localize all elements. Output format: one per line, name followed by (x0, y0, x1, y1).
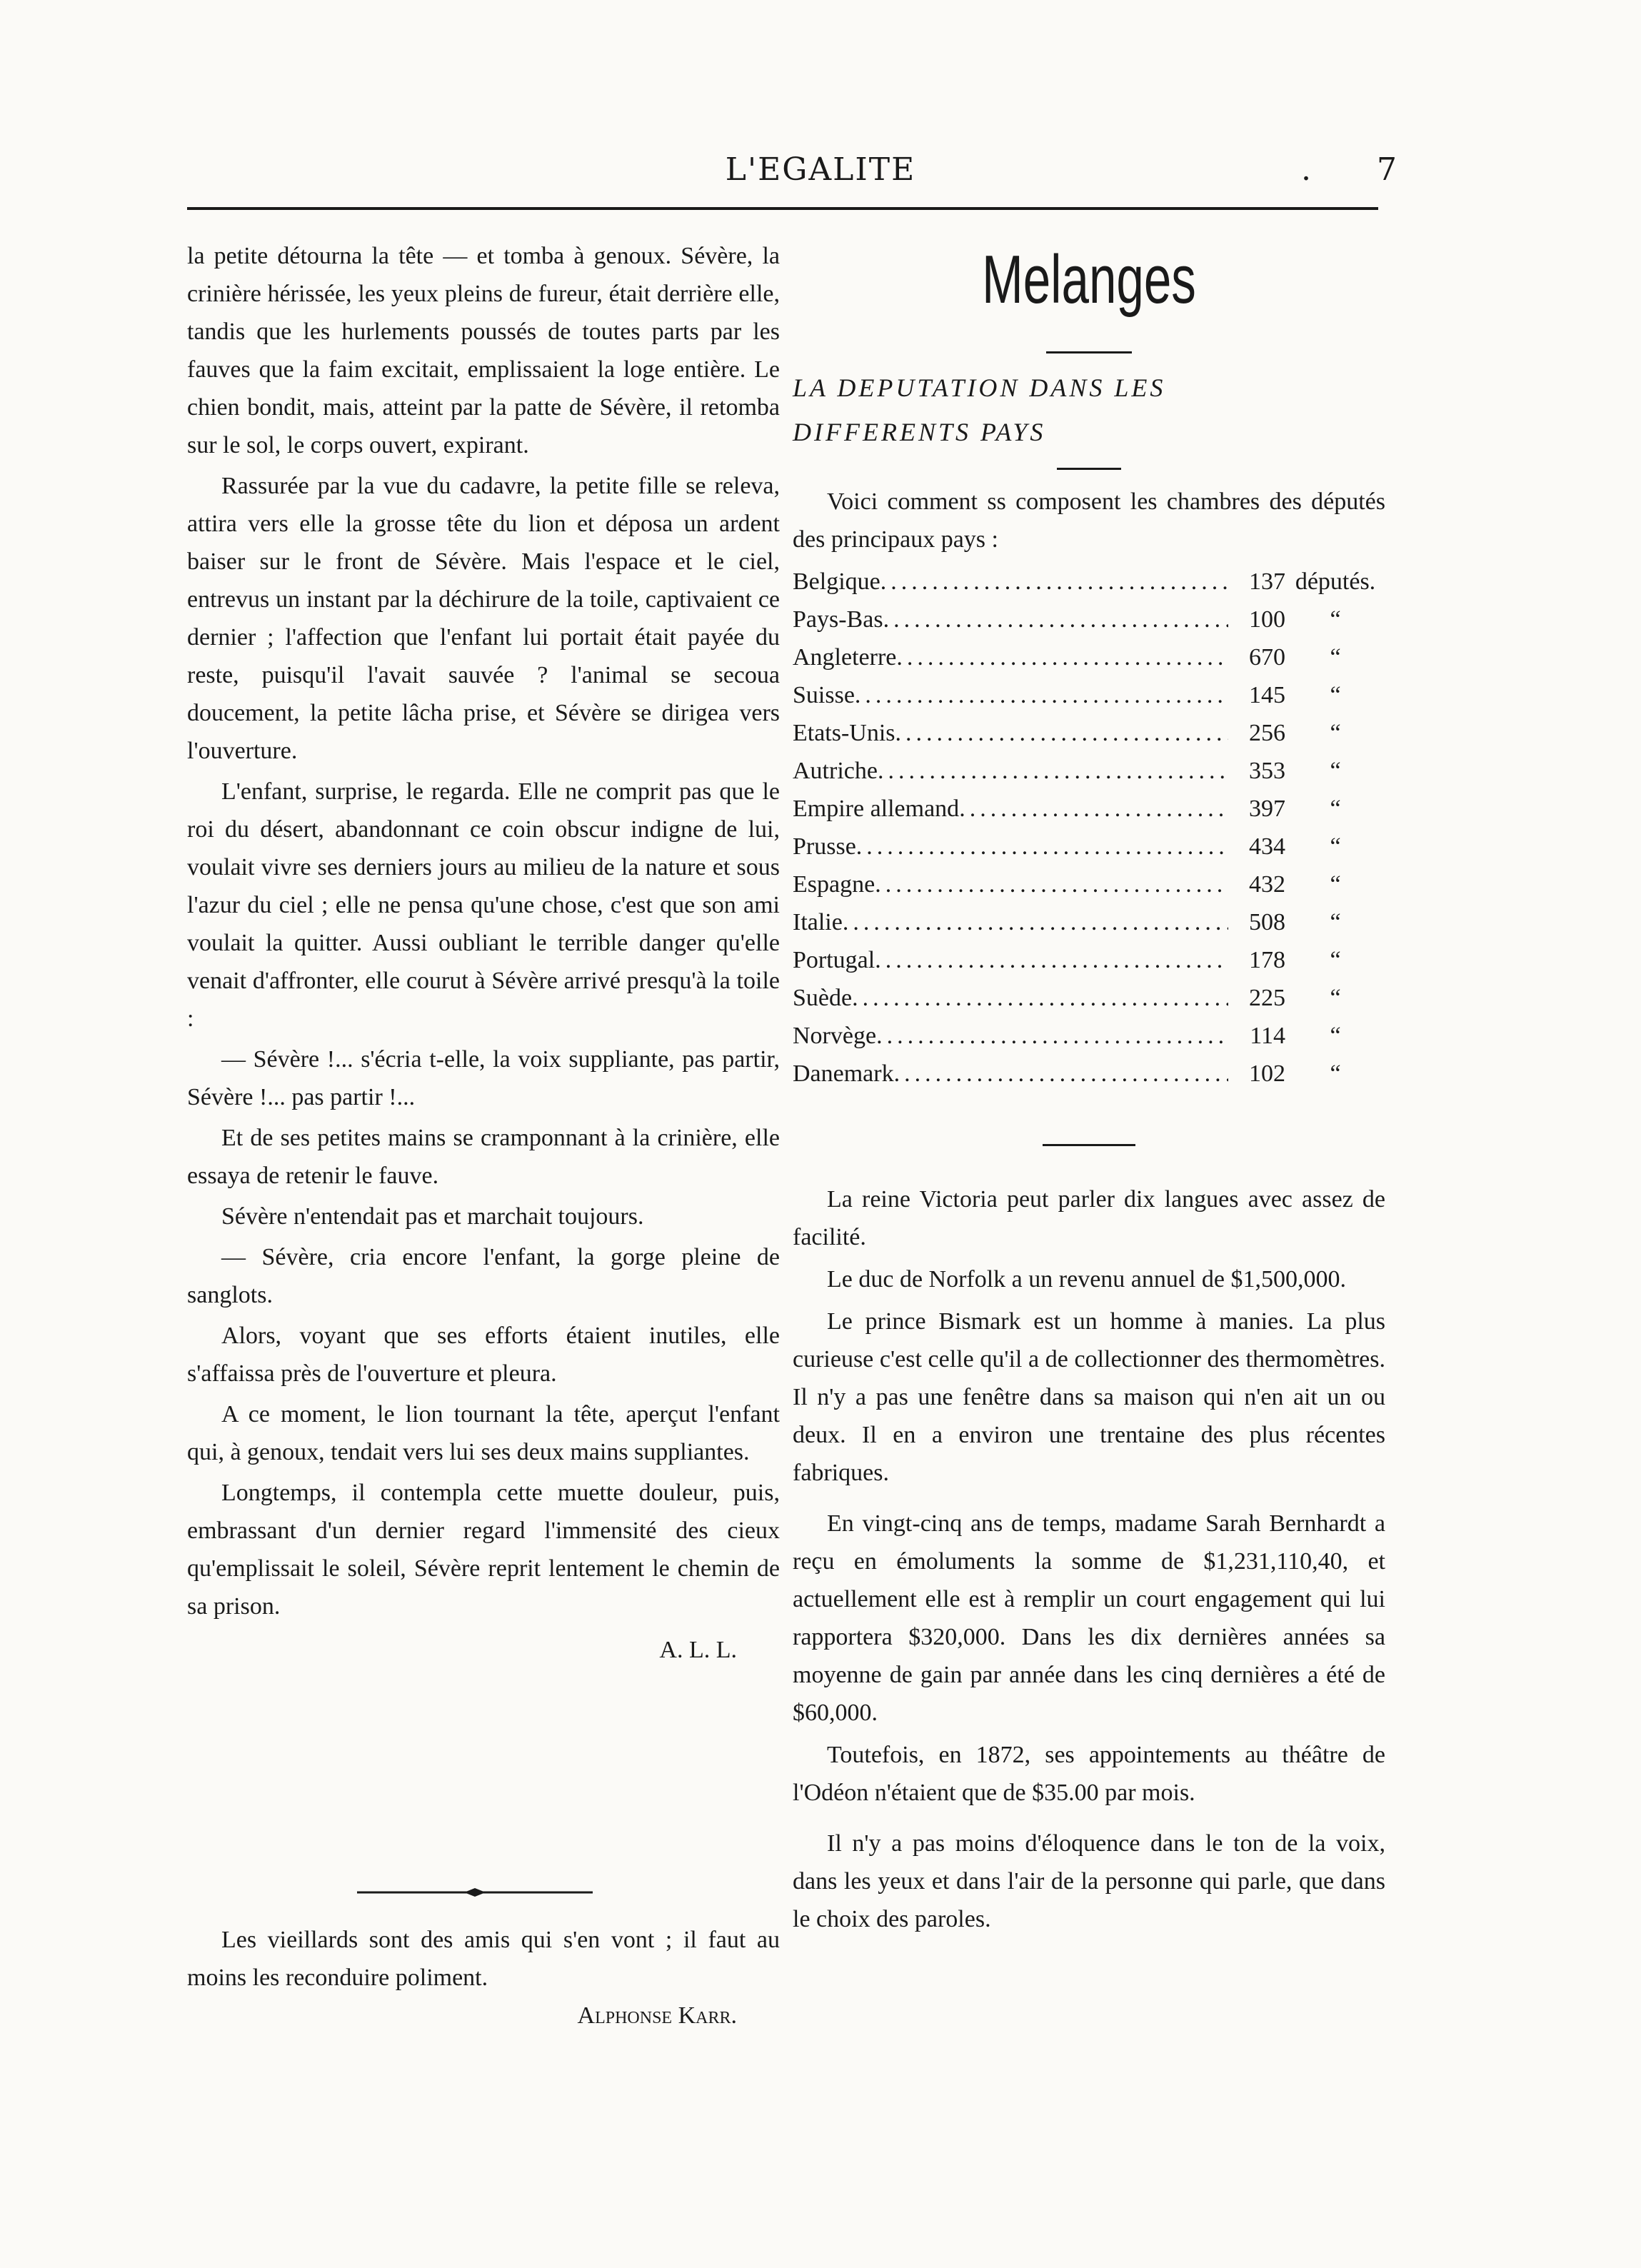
ornamental-divider (357, 1885, 593, 1900)
deputy-count: 432 (1249, 871, 1285, 898)
story-paragraph: A ce moment, le lion tournant la tête, aperçut l'enfant qui, à genoux, tendait vers lui ses deux mains suppliantes. (187, 1401, 780, 1465)
deputation-row (793, 1055, 1385, 1093)
story-paragraph: Rassurée par la vue du cadavre, la petite fille se releva, attira vers elle la grosse tête du lion et déposa un ardent baiser sur le front de Sévère. Mais l'espace et le ciel, entrevus un instant par la déchirure de la toile, captivaient ce dernier ; l'affection que l'enfant lui portait était payée du reste, puisqu'il l'avait sauvée ? l'animal se secoua doucement, la petite lâcha prise, et Sévère se dirigea vers l'ouverture. (187, 473, 780, 764)
deputy-count: 145 (1249, 682, 1285, 708)
leader-dots (894, 1055, 1228, 1093)
leader-dots (880, 563, 1228, 601)
deputation-row (793, 638, 1385, 676)
leader-dots (876, 1017, 1228, 1055)
deputation-row (793, 828, 1385, 865)
country-name: Angleterre (793, 644, 897, 671)
deputation-row (793, 601, 1385, 638)
deputation-row (793, 903, 1385, 941)
deputy-unit: “ (1330, 985, 1341, 1011)
deputy-count: 178 (1249, 947, 1285, 973)
story-paragraph: — Sévère, cria encore l'enfant, la gorge pleine de sanglots. (187, 1244, 780, 1308)
country-name: Suède (793, 985, 853, 1011)
country-name: Etats-Unis (793, 720, 895, 746)
quote-text: Les vieillards sont des amis qui s'en vont ; il faut au moins les reconduire poliment. (187, 1927, 780, 1991)
news-item: Le prince Bismark est un homme à manies. La plus curieuse c'est celle qu'il a de collectionner des thermomètres. Il n'y a pas une fenêtre dans sa maison qui n'en ait un ou deux. Il en a environ une trentaine des plus récentes fabriques. (793, 1308, 1385, 1486)
deputation-row (793, 752, 1385, 790)
header-rule (187, 207, 1378, 210)
section-divider (1043, 1144, 1135, 1146)
leader-dots (878, 752, 1228, 790)
country-name: Prusse (793, 833, 856, 860)
story-paragraph: Longtemps, il contempla cette muette douleur, puis, embrassant d'un dernier regard l'immensité des cieux qu'emplissait le soleil, Sévère reprit lentement le chemin de sa prison. (187, 1480, 780, 1620)
country-name: Italie (793, 909, 843, 935)
deputy-unit: “ (1330, 644, 1341, 671)
heading-rule (1057, 468, 1121, 470)
leader-dots (875, 865, 1228, 903)
deputy-count: 670 (1249, 644, 1285, 671)
deputy-unit: députés. (1295, 568, 1376, 595)
deputy-unit: “ (1330, 682, 1341, 708)
news-item: La reine Victoria peut parler dix langues avec assez de facilité. (793, 1186, 1385, 1250)
deputy-count: 114 (1250, 1023, 1285, 1049)
deputy-count: 102 (1249, 1060, 1285, 1087)
country-name: Autriche (793, 758, 878, 784)
story-paragraph: — Sévère !... s'écria t-elle, la voix suppliante, pas partir, Sévère !... pas partir !... (187, 1046, 780, 1110)
deputation-row (793, 865, 1385, 903)
news-item: En vingt-cinq ans de temps, madame Sarah Bernhardt a reçu en émoluments la somme de $1,231,110,40, et actuellement elle est à remplir un court engagement qui lui rapportera $320,000. Dans les dix dernières années sa moyenne de gain par année dans les cinq dernières a été de $60,000. (793, 1510, 1385, 1726)
title-rule (1046, 351, 1132, 353)
country-name: Portugal (793, 947, 875, 973)
deputy-count: 100 (1249, 606, 1285, 633)
story-paragraph: Alors, voyant que ses efforts étaient inutiles, elle s'affaissa près de l'ouverture et pleura. (187, 1323, 780, 1387)
section-title: Melanges (982, 241, 1196, 318)
news-item: Le duc de Norfolk a un revenu annuel de $1,500,000. (827, 1266, 1346, 1293)
leader-dots (856, 828, 1228, 865)
deputation-row (793, 676, 1385, 714)
leader-dots (855, 676, 1228, 714)
leader-dots (843, 903, 1228, 941)
left-column (187, 237, 780, 1669)
story-paragraph: Et de ses petites mains se cramponnant à la crinière, elle essaya de retenir le fauve. (187, 1125, 780, 1189)
deputation-row (793, 1017, 1385, 1055)
page-number: 7 (1377, 151, 1397, 188)
deputy-count: 508 (1249, 909, 1285, 935)
article-heading-line2: DIFFERENTS PAYS (793, 418, 1046, 446)
deputy-unit: “ (1330, 720, 1341, 746)
deputation-row (793, 790, 1385, 828)
story-signature: A. L. L. (659, 1637, 737, 1663)
quote-author: Alphonse Karr. (577, 2002, 737, 2029)
deputation-row (793, 979, 1385, 1017)
quote-block (187, 1921, 780, 2034)
deputy-unit: “ (1330, 947, 1341, 973)
story-paragraph: Sévère n'entendait pas et marchait toujours. (221, 1203, 644, 1230)
deputy-unit: “ (1330, 758, 1341, 784)
deputy-count: 137 (1249, 568, 1285, 595)
country-name: Empire allemand (793, 796, 960, 822)
deputy-unit: “ (1330, 1023, 1341, 1049)
deputation-row (793, 941, 1385, 979)
country-name: Belgique (793, 568, 880, 595)
deputy-count: 256 (1249, 720, 1285, 746)
news-item: Toutefois, en 1872, ses appointements au théâtre de l'Odéon n'étaient que de $35.00 par mois. (793, 1742, 1385, 1806)
article-heading-line1: LA DEPUTATION DANS LES (793, 373, 1166, 402)
deputation-row (793, 714, 1385, 752)
leader-dots (896, 638, 1228, 676)
header-dot: . (1301, 151, 1311, 188)
deputy-count: 397 (1249, 796, 1285, 822)
deputy-unit: “ (1330, 606, 1341, 633)
journal-title: L'EGALITE (725, 151, 916, 188)
story-paragraph: la petite détourna la tête — et tomba à genoux. Sévère, la crinière hérissée, les yeux pleins de fureur, était derrière elle, tandis que les hurlements poussés de toutes parts par les fauves que la faim excitait, emplissaient la loge entière. Le chien bondit, mais, atteint par la patte de Sévère, il retomba sur le sol, le corps ouvert, expirant. (187, 243, 780, 458)
story-paragraph: L'enfant, surprise, le regarda. Elle ne comprit pas que le roi du désert, abandonnant ce coin obscur indigne de lui, voulait vivre ses derniers jours au milieu de la nature et sous l'azur du ciel ; elle ne pensa qu'une chose, c'est que son ami voulait la quitter. Aussi oubliant le terrible danger qu'elle venait d'affronter, elle courut à Sévère arrivé presqu'à la toile : (187, 778, 780, 1032)
deputy-unit: “ (1330, 796, 1341, 822)
deputy-unit: “ (1330, 871, 1341, 898)
leader-dots (883, 601, 1228, 638)
country-name: Norvège (793, 1023, 877, 1049)
leader-dots (895, 714, 1228, 752)
deputation-row (793, 563, 1385, 601)
country-name: Suisse (793, 682, 855, 708)
right-column (793, 237, 1385, 1942)
news-item: Il n'y a pas moins d'éloquence dans le ton de la voix, dans les yeux et dans l'air de la personne qui parle, que dans le choix des paroles. (793, 1830, 1385, 1932)
deputy-count: 353 (1249, 758, 1285, 784)
country-name: Danemark (793, 1060, 894, 1087)
deputy-unit: “ (1330, 833, 1341, 860)
country-name: Espagne (793, 871, 875, 898)
deputy-count: 434 (1249, 833, 1285, 860)
leader-dots (959, 790, 1228, 828)
country-name: Pays-Bas (793, 606, 883, 633)
deputy-count: 225 (1249, 985, 1285, 1011)
deputy-unit: “ (1330, 1060, 1341, 1087)
deputation-table (793, 563, 1385, 1093)
deputy-unit: “ (1330, 909, 1341, 935)
leader-dots (852, 979, 1228, 1017)
article-intro: Voici comment ss composent les chambres des députés des principaux pays : (793, 488, 1385, 553)
leader-dots (875, 941, 1228, 979)
